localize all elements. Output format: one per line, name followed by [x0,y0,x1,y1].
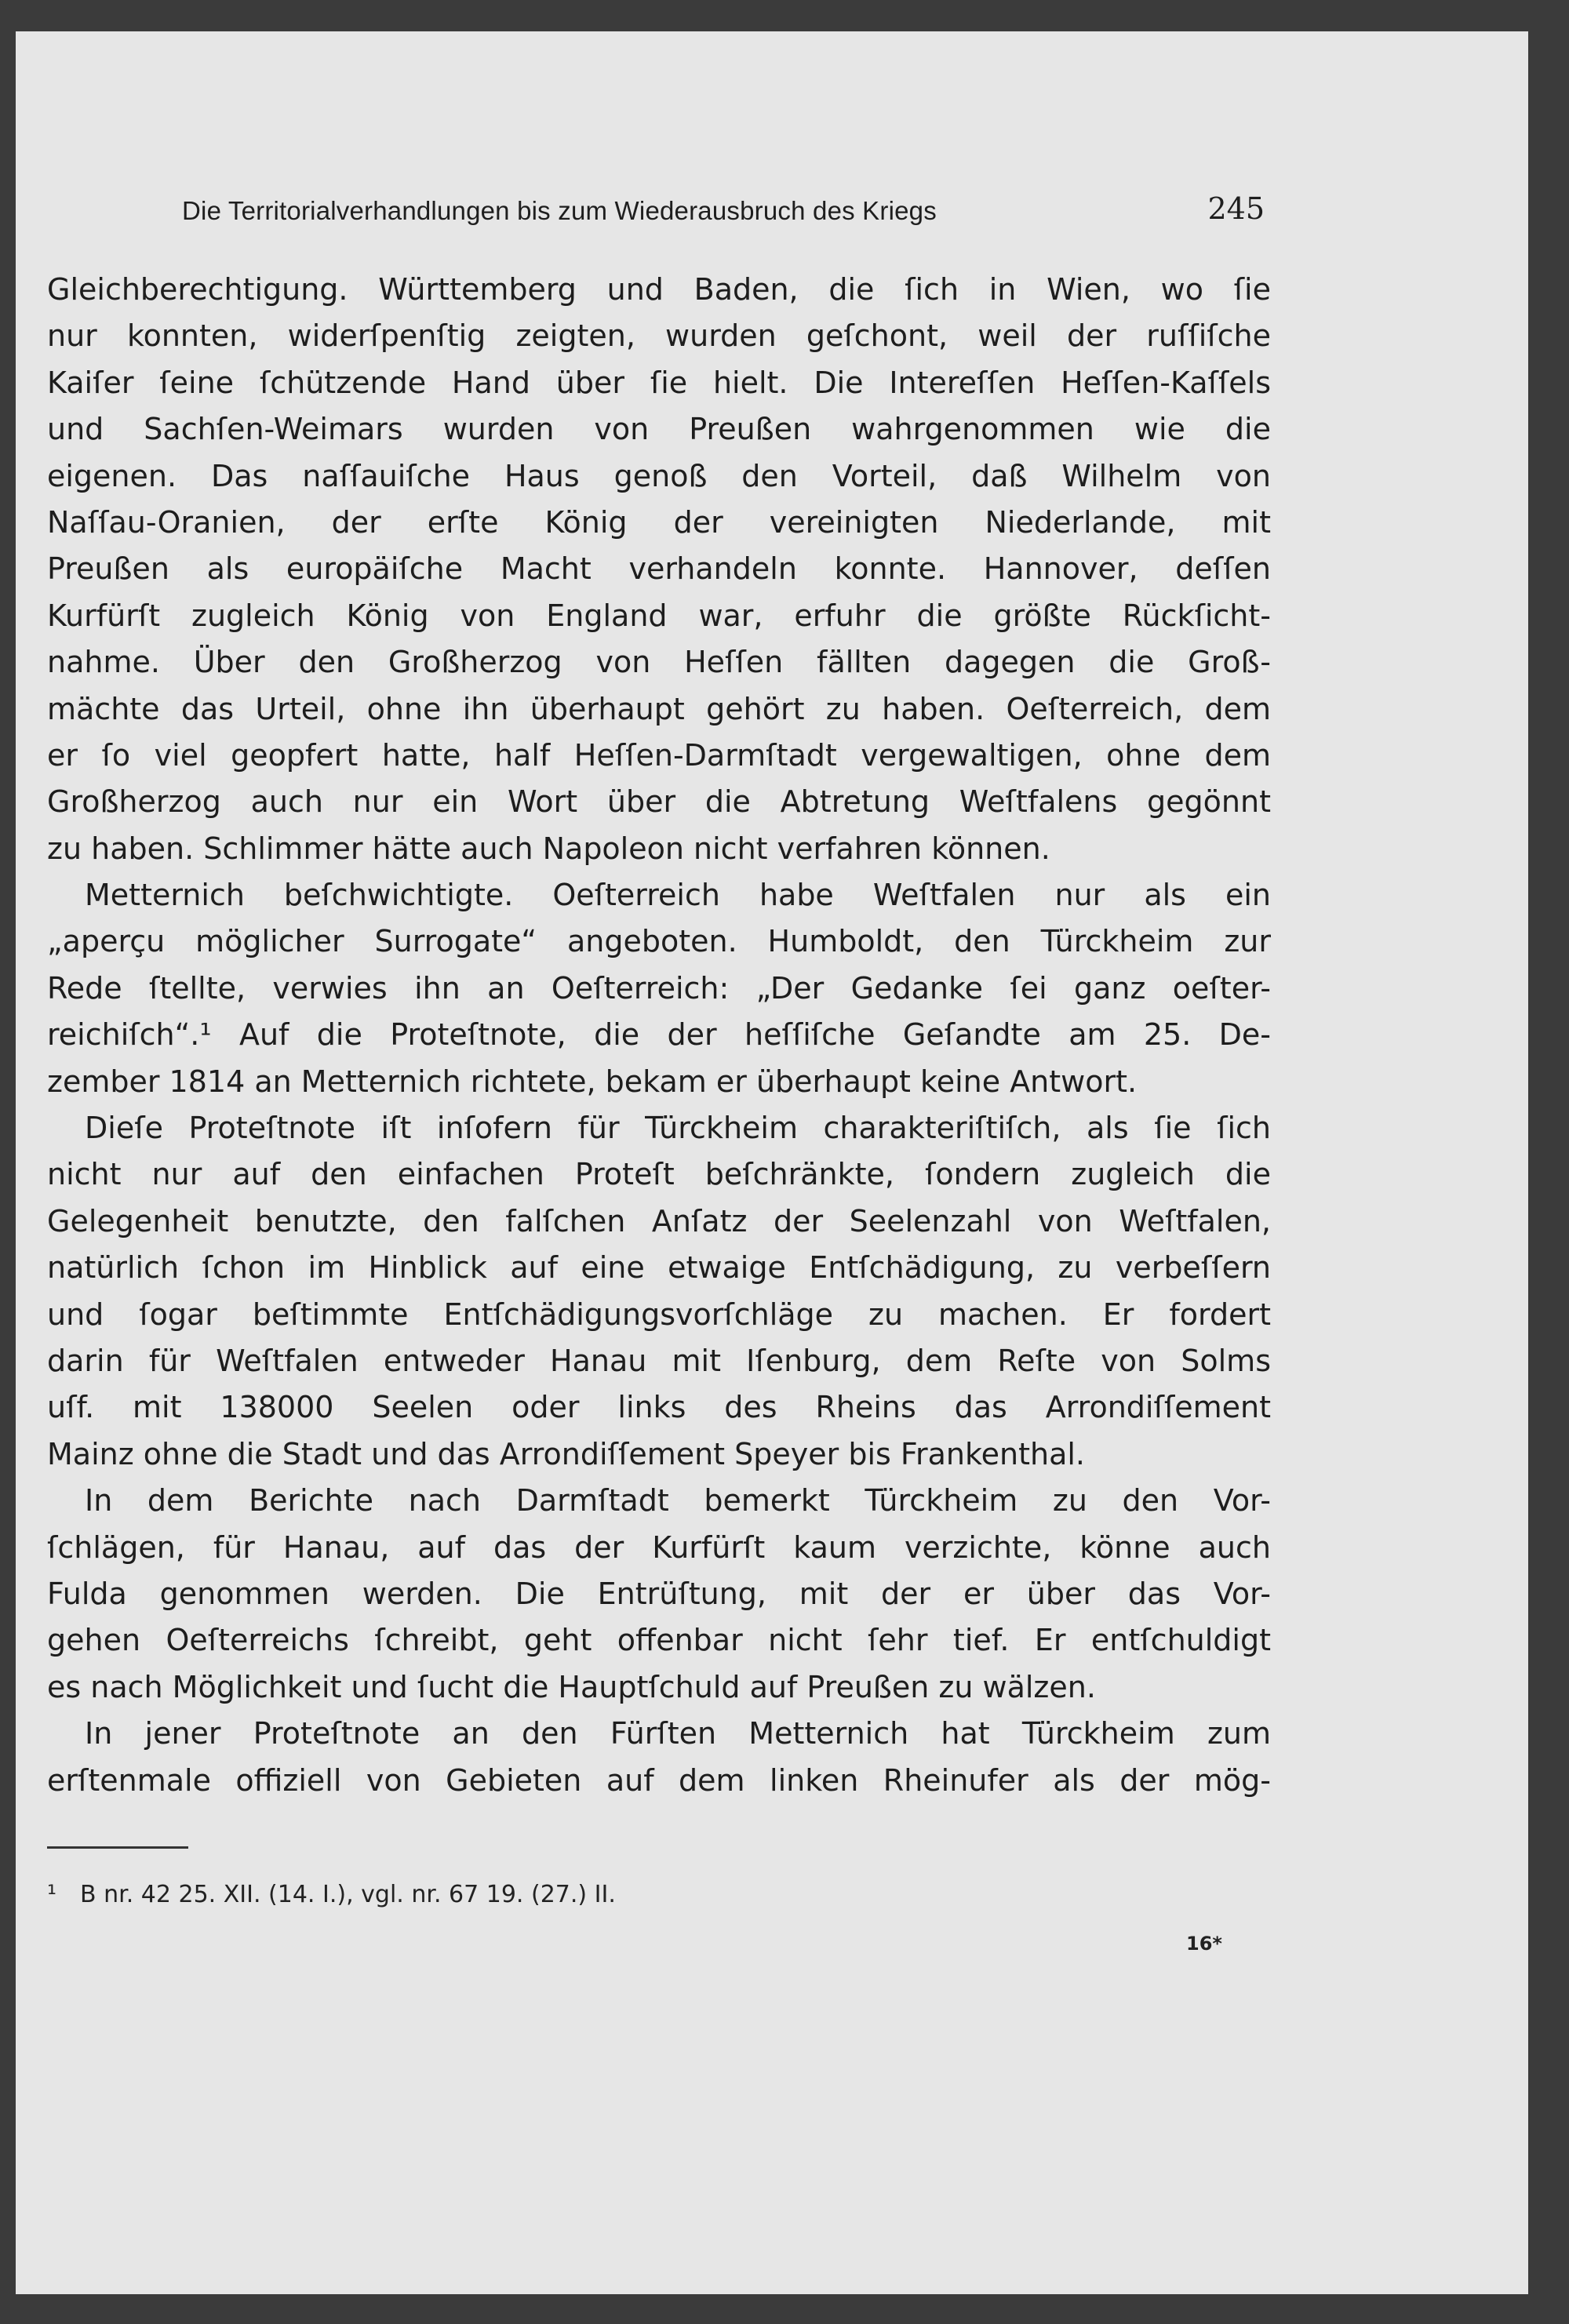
text-line: erſtenmale offiziell von Gebieten auf dem linken Rheinufer als der mög- [47,1762,1271,1798]
text-line: Gleichberechtigung. Württemberg und Baden, die ſich in Wien, wo ſie [47,272,1271,307]
page-header [182,191,1265,238]
page-number: 245 [1207,191,1265,226]
text-line: In dem Berichte nach Darmſtadt bemerkt Türckheim zu den Vor- [85,1483,1271,1518]
text-line: Preußen als europäiſche Macht verhandeln konnte. Hannover, deſſen [47,551,1271,587]
text-line: eigenen. Das naſſauiſche Haus genoß den Vorteil, daß Wilhelm von [47,458,1271,493]
footnote-marker: ¹ [47,1881,57,1908]
footnote-rule [47,1846,188,1849]
footnote [47,1881,1067,1908]
footnote-text: B nr. 42 25. XII. (14. I.), vgl. nr. 67 19. (27.) II. [80,1881,616,1908]
text-line: nur konnten, widerſpenſtig zeigten, wurden geſchont, weil der ruſſiſche [47,318,1271,354]
text-line: Kaiſer ſeine ſchützende Hand über ſie hielt. Die Intereſſen Heſſen-Kaſſels [47,365,1271,400]
text-line: es nach Möglichkeit und ſucht die Hauptſchuld auf Preußen zu wälzen. [47,1669,1096,1704]
text-line: natürlich ſchon im Hinblick auf eine etwaige Entſchädigung, zu verbeſſern [47,1250,1271,1286]
text-line: nicht nur auf den einfachen Proteſt beſchränkte, ſondern zugleich die [47,1157,1271,1192]
text-line: und Sachſen-Weimars wurden von Preußen wahrgenommen wie die [47,412,1271,447]
text-line: und ſogar beſtimmte Entſchädigungsvorſchläge zu machen. Er fordert [47,1297,1271,1332]
text-line: zember 1814 an Metternich richtete, bekam er überhaupt keine Antwort. [47,1064,1138,1099]
text-line: Rede ſtellte, verwies ihn an Oeſterreich: „Der Gedanke ſei ganz oeſter- [47,970,1271,1006]
text-line: ſchlägen, für Hanau, auf das der Kurfürſt kaum verzichte, könne auch [47,1529,1271,1565]
signature-mark: 16* [1186,1933,1222,1955]
text-line: Großherzog auch nur ein Wort über die Abtretung Weſtfalens gegönnt [47,784,1271,820]
text-line: „aperçu möglicher Surrogate“ angeboten. Humboldt, den Türckheim zur [47,924,1271,959]
text-line: In jener Proteſtnote an den Fürſten Metternich hat Türckheim zum [85,1716,1271,1751]
text-line: er ſo viel geopfert hatte, half Heſſen-Darmſtadt vergewaltigen, ohne dem [47,737,1271,773]
text-line: Dieſe Proteſtnote iſt inſofern für Türckheim charakteriſtiſch, als ſie ſich [85,1111,1271,1146]
text-line: Naſſau-Oranien, der erſte König der vereinigten Niederlande, mit [47,504,1271,540]
text-line: Kurfürſt zugleich König von England war, erfuhr die größte Rückſicht- [47,598,1271,633]
text-line: Metternich beſchwichtigte. Oeſterreich habe Weſtfalen nur als ein [85,878,1271,913]
text-line: uſf. mit 138000 Seelen oder links des Rheins das Arrondiſſement [47,1390,1271,1425]
running-head: Die Territorialverhandlungen bis zum Wiederausbruch des Kriegs [182,196,937,225]
book-page [16,31,1528,2294]
text-line: nahme. Über den Großherzog von Heſſen fällten dagegen die Groß- [47,645,1271,680]
body-text [47,267,1271,1804]
text-line: Gelegenheit benutzte, den falſchen Anſatz der Seelenzahl von Weſtfalen, [47,1203,1271,1238]
text-line: Fulda genommen werden. Die Entrüſtung, mit der er über das Vor- [47,1576,1271,1611]
text-line: darin für Weſtfalen entweder Hanau mit Iſenburg, dem Reſte von Solms [47,1343,1271,1378]
text-line: gehen Oeſterreichs ſchreibt, geht offenbar nicht ſehr tief. Er entſchuldigt [47,1623,1271,1658]
text-line: zu haben. Schlimmer hätte auch Napoleon nicht verfahren können. [47,831,1050,866]
text-line: reichiſch“.¹ Auf die Proteſtnote, die der heſſiſche Geſandte am 25. De- [47,1017,1271,1053]
text-line: mächte das Urteil, ohne ihn überhaupt gehört zu haben. Oeſterreich, dem [47,691,1271,726]
text-line: Mainz ohne die Stadt und das Arrondiſſement Speyer bis Frankenthal. [47,1436,1086,1471]
